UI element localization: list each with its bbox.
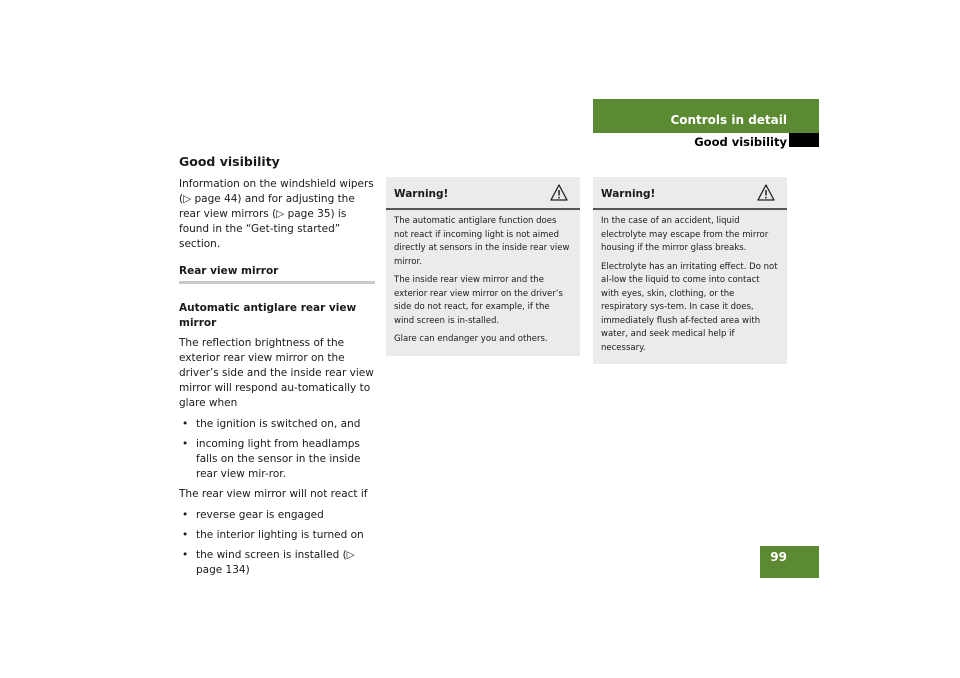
auto-antiglare-text: The reflection brightness of the exterior rear view mirror on the driver’s side and the inside rear view mirror will respond au-tomatically to glare when — [179, 337, 374, 409]
page-heading: Good visibility — [179, 154, 280, 169]
subheading-rear-view-mirror: Rear view mirror — [179, 264, 375, 284]
warning-title: Warning! — [601, 188, 656, 200]
list-item: • incoming light from headlamps falls on the sensor in the inside rear view mir-ror. — [179, 437, 375, 482]
chapter-header — [593, 99, 819, 133]
auto-antiglare-heading: Automatic antiglare rear view mirror — [179, 302, 357, 329]
warning-header — [593, 177, 787, 210]
warning-paragraph: The automatic antiglare function does not react if incoming light is not aimed directly at sensors in the inside rear view mirror. — [394, 216, 570, 267]
list-item: • reverse gear is engaged — [179, 508, 375, 523]
warning-triangle-icon — [757, 184, 775, 201]
warning-paragraph: The inside rear view mirror and the exterior rear view mirror on the driver’s side do not react, for example, if the wind screen is in-stalled. — [394, 275, 563, 326]
warning-box-2 — [593, 177, 787, 364]
warning-paragraph: Glare can endanger you and others. — [394, 334, 548, 344]
section-header — [593, 133, 819, 149]
warning-title: Warning! — [394, 188, 449, 200]
intro-paragraph: Information on the windshield wipers (▷ page 44) and for adjusting the rear view mirrors (▷ page 35) is found in the “Get-ting started” section. — [179, 178, 374, 250]
warning-header — [386, 177, 580, 210]
chapter-title: Controls in detail — [670, 113, 787, 127]
warning-box-1 — [386, 177, 580, 356]
page-number: 99 — [770, 550, 787, 564]
warning-paragraph: Electrolyte has an irritating effect. Do not al-low the liquid to come into contact with eyes, skin, clothing, or the respiratory sys-tem. In case it does, immediately flush af-fected area with water, and seek medical help if necessary. — [601, 261, 778, 353]
page-number-box — [760, 546, 819, 578]
list-item: • the interior lighting is turned on — [179, 528, 375, 543]
list-item: • the ignition is switched on, and — [179, 417, 375, 432]
warning-triangle-icon — [550, 184, 568, 201]
list-item: • the wind screen is installed (▷ page 134) — [179, 548, 375, 578]
not-react-text: The rear view mirror will not react if — [179, 488, 368, 500]
section-marker — [789, 133, 819, 147]
section-title: Good visibility — [694, 135, 787, 149]
main-column — [179, 155, 375, 583]
warning-paragraph: In the case of an accident, liquid electrolyte may escape from the mirror housing if the mirror glass breaks. — [601, 216, 769, 253]
